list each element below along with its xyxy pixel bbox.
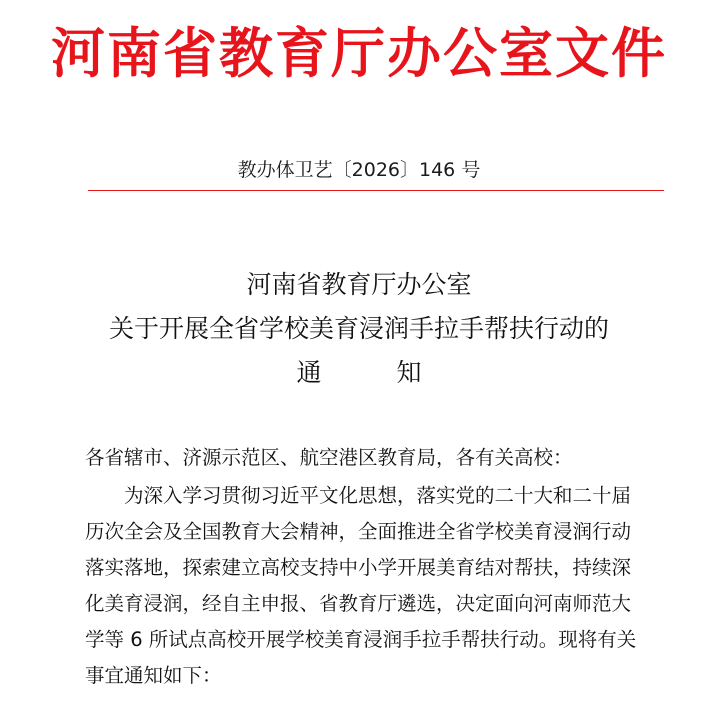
body-line-6: 事宜通知如下： [85, 664, 222, 687]
red-divider-line [88, 190, 664, 191]
body-line-2: 历次全会及全国教育大会精神，全面推进全省学校美育浸润行动 [85, 520, 632, 543]
notice-title-line-1: 河南省教育厅办公室 [246, 270, 472, 299]
document-number: 教办体卫艺〔2026〕146 号 [237, 159, 481, 181]
body-line-4: 化美育浸润，经自主申报、省教育厅遴选，决定面向河南师范大 [85, 592, 632, 615]
salutation: 各省辖市、济源示范区、航空港区教育局，各有关高校： [85, 446, 573, 469]
body-line-1: 为深入学习贯彻习近平文化思想，落实党的二十大和二十届 [85, 484, 632, 507]
notice-title-line-2: 关于开展全省学校美育浸润手拉手帮扶行动的 [108, 314, 609, 343]
body-line-3: 落实落地，探索建立高校支持中小学开展美育结对帮扶，持续深 [85, 556, 632, 579]
document-header-title: 河南省教育厅办公室文件 [51, 22, 667, 85]
notice-title-line-3 [0, 354, 718, 392]
body-line-5: 学等 6 所试点高校开展学校美育浸润手拉手帮扶行动。现将有关 [85, 628, 637, 651]
notice-title-char-1: 通 [296, 358, 322, 387]
notice-title-char-2: 知 [396, 358, 422, 387]
